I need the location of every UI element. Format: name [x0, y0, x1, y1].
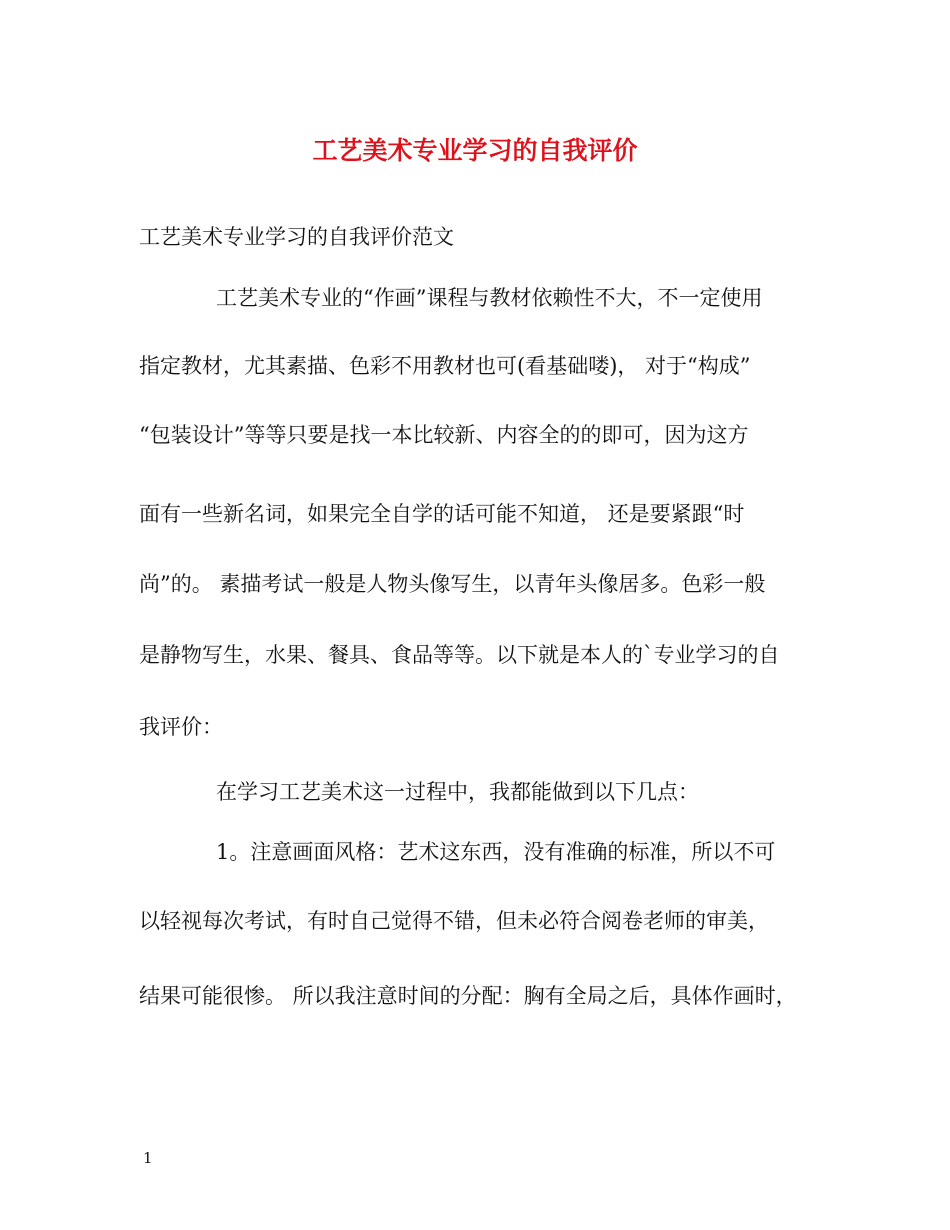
page-number: 1	[143, 1149, 153, 1167]
document-title: 工艺美术专业学习的自我评价	[312, 136, 638, 165]
body-line-8: 在学习工艺美术这一过程中，我都能做到以下几点：	[216, 780, 699, 804]
body-line-11: 结果可能很惨。 所以我注意时间的分配：胸有全局之后，具体作画时，	[139, 984, 797, 1008]
body-line-2: 指定教材，尤其素描、色彩不用教材也可(看基础喽)， 对于“构成”	[139, 354, 751, 378]
body-line-7: 我评价：	[139, 715, 223, 739]
body-line-3: “包装设计”等等只要是找一本比较新、内容全的的即可，因为这方	[139, 423, 749, 447]
body-line-4: 面有一些新名词，如果完全自学的话可能不知道， 还是要紧跟“时	[139, 502, 745, 526]
body-line-5: 尚”的。 素描考试一般是人物头像写生，以青年头像居多。色彩一般	[139, 572, 766, 596]
subtitle-line: 工艺美术专业学习的自我评价范文	[139, 225, 454, 249]
body-line-9: 1。注意画面风格：艺术这东西，没有准确的标准，所以不可	[216, 840, 776, 864]
body-line-10: 以轻视每次考试，有时自己觉得不错，但未必符合阅卷老师的审美，	[139, 909, 769, 933]
body-line-1: 工艺美术专业的“作画”课程与教材依赖性不大，不一定使用	[216, 286, 763, 310]
body-line-6: 是静物写生，水果、餐具、食品等等。以下就是本人的`专业学习的自	[139, 643, 780, 667]
